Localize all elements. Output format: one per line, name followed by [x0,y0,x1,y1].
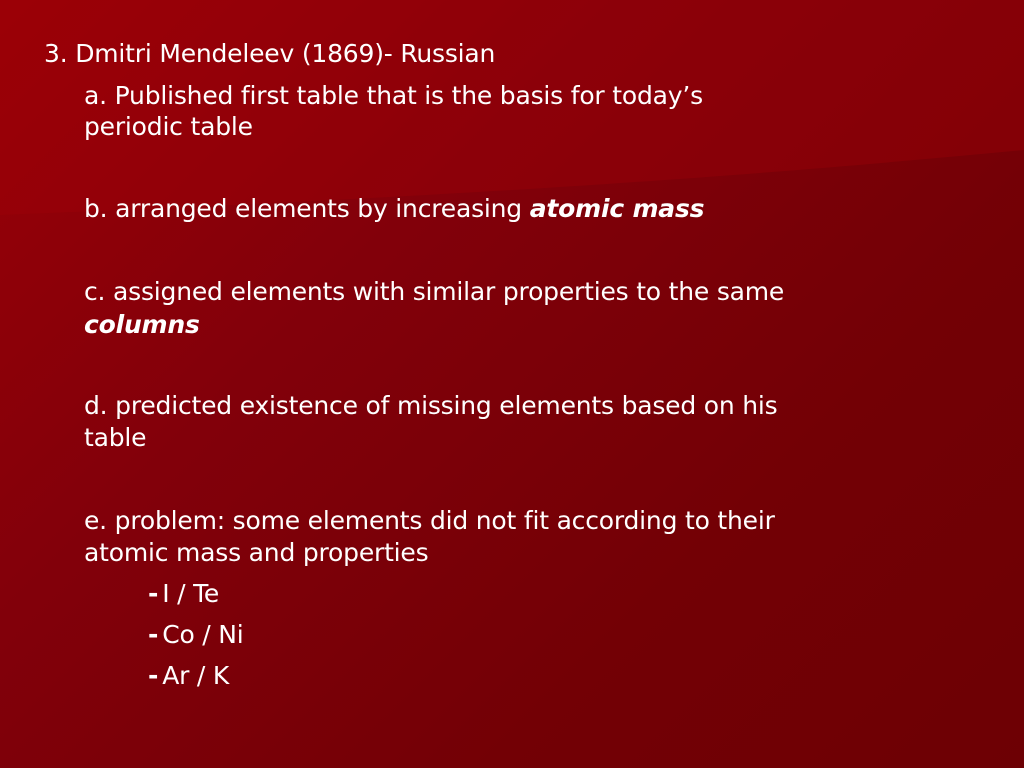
slide-heading: 3. Dmitri Mendeleev (1869)- Russian [44,39,496,68]
dash-bullet: - [148,620,159,649]
example-item [148,578,219,610]
dash-bullet: - [148,579,159,608]
example-text: I / Te [162,579,220,608]
item-b [84,193,704,225]
item-d-line2: table [84,423,147,452]
item-a-line2: periodic table [84,112,253,141]
item-e-line2: atomic mass and properties [84,538,429,567]
dash-bullet: - [148,661,159,690]
example-text: Co / Ni [162,620,244,649]
item-a-line1: a. Published first table that is the basis for today’s [84,81,703,110]
example-item [148,660,229,692]
item-d-line1: d. predicted existence of missing elements based on his [84,391,778,420]
example-item [148,619,244,651]
item-c-line1: c. assigned elements with similar properties to the same [84,277,785,306]
example-text: Ar / K [162,661,230,690]
item-e-line1: e. problem: some elements did not fit according to their [84,506,775,535]
item-c-emphasis: columns [84,310,200,339]
item-b-emphasis: atomic mass [529,194,705,223]
item-b-text: b. arranged elements by increasing [84,194,530,223]
